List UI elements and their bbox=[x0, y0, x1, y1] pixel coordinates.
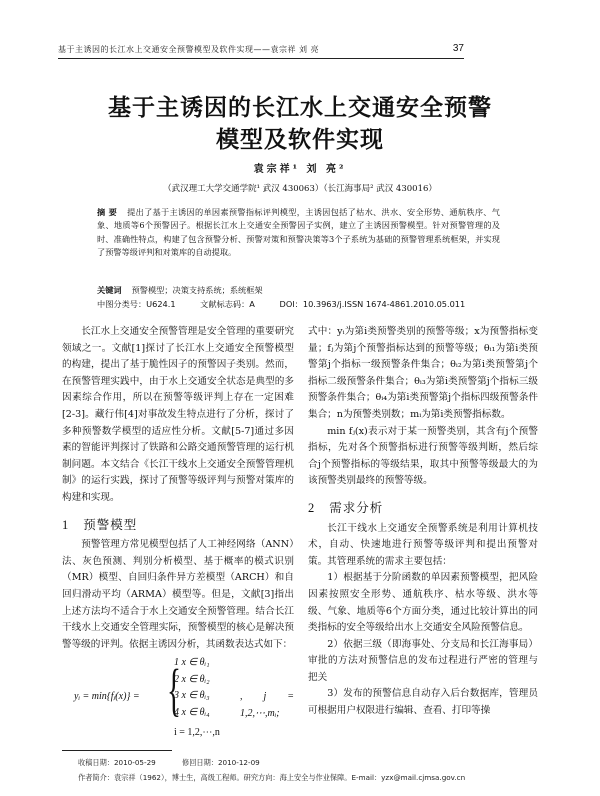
footnote-rule bbox=[62, 750, 172, 751]
section-2-title: 需求分析 bbox=[329, 499, 384, 515]
footnote-dates bbox=[78, 758, 284, 768]
received-date: 收稿日期：2010-05-29 bbox=[78, 758, 156, 767]
section-1-heading bbox=[62, 517, 294, 534]
section-1-paragraph: 预警管理方常见模型包括了人工神经网络（ANN）法、灰色预测、判别分析模型、基于概率的模式识别（MR）模型、自回归条件异方差模型（ARCH）和自回归滑动平均（ARMA）模型等。但是，文献[3]指出上述方法均不适合于水上交通安全预警管理。结合长江干线水上交通安全管理实际，预警模型的核心是解决预警等级的评判。依据主诱因分析，其函数表达式如下： bbox=[62, 539, 294, 650]
section-2-paragraph: 长江干线水上交通安全预警系统是利用计算机技术，自动、快速地进行预警等级评判和提出预警对策。其管理系统的需求主要包括： bbox=[308, 522, 538, 567]
page-number: 37 bbox=[452, 43, 464, 54]
keywords-label: 关键词 bbox=[97, 285, 122, 295]
intro-paragraph: 长江水上交通安全预警管理是安全管理的重要研究领域之一。文献[1]探讨了长江水上交通安全预警模型的构建，提出了基于脆性因子的预警因子类别。然而，在预警管理实践中，由于水上交通安全状态是典型的多因素综合作用，所以在预警等级评判上存在一定困难[2-3]。藏行伟[4]对事故发生特点进行了分析，探讨了多种预警数学模型的适应性分析。文献[5-7]通过多因素的智能评判探讨了铁路和公路交通预警管理的运行机制问题。本文结合《长江干线水上交通安全预警管理机制》的运行实践，探讨了预警等级评判与预警对策库的构建和实现。 bbox=[62, 326, 294, 503]
section-1-title: 预警模型 bbox=[83, 516, 138, 532]
abstract bbox=[97, 206, 500, 259]
paper-title bbox=[0, 92, 600, 156]
abstract-label: 摘 要 bbox=[97, 207, 118, 217]
author-bio: 作者简介：袁宗祥（1962），博士生，高级工程师。研究方向：海上安全与作业保障。E-mail：yzx@mail.cjmsa.gov.cn bbox=[78, 773, 466, 782]
formula bbox=[62, 655, 294, 751]
right-column bbox=[308, 324, 538, 720]
header-rule bbox=[58, 58, 464, 59]
section-1-number: 1 bbox=[62, 517, 70, 532]
left-column bbox=[62, 324, 294, 751]
clc-number: 中图分类号：U624.1 bbox=[97, 299, 176, 309]
formula-cases bbox=[174, 655, 210, 721]
formula-case: 3 x ∈ θᵢ₃ bbox=[174, 690, 210, 702]
formula-case: 2 x ∈ θᵢ₂ bbox=[174, 673, 210, 685]
formula-brace: { bbox=[166, 657, 181, 723]
classification-line bbox=[97, 299, 487, 310]
where-paragraph: 式中：yᵢ为第i类预警类别的预警等级；x为预警指标变量；fⱼ为第j个预警指标达到的预警等级；θᵢ₁为第i类预警第j个指标一级预警条件集合；θᵢ₂为第i类预警第j个指标二级预警条件集合；θᵢ₃为第i类预警第j个指标三级预警条件集合；θᵢ₄为第i类预警第j个指标四级预警条件集合；n为预警类别数；mᵢ为第i类预警指标数。 bbox=[308, 326, 538, 420]
formula-case: 1 x ∈ θᵢ₁ bbox=[174, 657, 210, 669]
title-line-1: 基于主诱因的长江水上交通安全预警 bbox=[108, 94, 492, 121]
formula-index: i = 1,2,⋯,n bbox=[174, 727, 220, 739]
section-2-number: 2 bbox=[308, 500, 316, 515]
requirement-item: 1）根据基于分阶函数的单因素预警模型，把风险因素按照安全形势、通航秩序、枯水等级、洪水等级、气象、地质等6个方面分类，通过比较计算出的同类指标的安全等级给出水上交通安全风险预警信息。 bbox=[308, 572, 538, 634]
revised-date: 修回日期：2010-12-09 bbox=[182, 758, 260, 767]
abstract-text: 提出了基于主诱因的单因素预警指标评判模型，主诱因包括了枯水、洪水、安全形势、通航秩序、气象、地质等6个预警因子。根据长江水上交通安全预警因子实例，建立了主诱因预警模型。针对预警管理的及时、准确性特点，构建了包含预警分析、预警对策和预警决策等3个子系统为基础的预警管理系统框架，并实现了预警等级评判和对策库的自动提取。 bbox=[97, 207, 500, 257]
doi: DOI：10.3963/j.ISSN 1674-4861.2010.05.011 bbox=[279, 299, 466, 309]
keywords-text: 预警模型；决策支持系统；系统框架 bbox=[131, 285, 263, 295]
requirement-item: 2）依据三级（即海事处、分支局和长江海事局）审批的方法对预警信息的发布过程进行严密的管理与把关 bbox=[308, 638, 538, 683]
formula-rhs: , j = 1,2,⋯,mᵢ; bbox=[240, 691, 294, 719]
formula-case: 4 x ∈ θᵢ₄ bbox=[174, 706, 210, 718]
authors: 袁宗祥¹ 刘 亮² bbox=[253, 164, 347, 175]
section-2-heading bbox=[308, 500, 538, 517]
title-line-2: 模型及软件实现 bbox=[216, 126, 384, 153]
document-code: 文献标志码：A bbox=[200, 299, 255, 309]
keywords bbox=[97, 285, 263, 296]
formula-lhs: yᵢ = min{fⱼ(x)} = bbox=[74, 691, 140, 703]
running-header: 基于主诱因的长江水上交通安全预警模型及软件实现——袁宗祥 刘 亮 bbox=[58, 45, 320, 54]
min-paragraph: min fⱼ(x)表示对于某一预警类别，其含有j个预警指标，先对各个预警指标进行预警等级判断，然后综合j个预警指标的等级结果，取其中预警等级最大的为该预警类别最终的预警等级。 bbox=[308, 425, 538, 487]
affiliation: （武汉理工大学交通学院¹ 武汉 430063）（长江海事局² 武汉 430016） bbox=[163, 184, 437, 194]
requirement-item: 3）发布的预警信息自动存入后台数据库，管理员可根据用户权限进行编辑、查看、打印等操 bbox=[308, 688, 538, 717]
